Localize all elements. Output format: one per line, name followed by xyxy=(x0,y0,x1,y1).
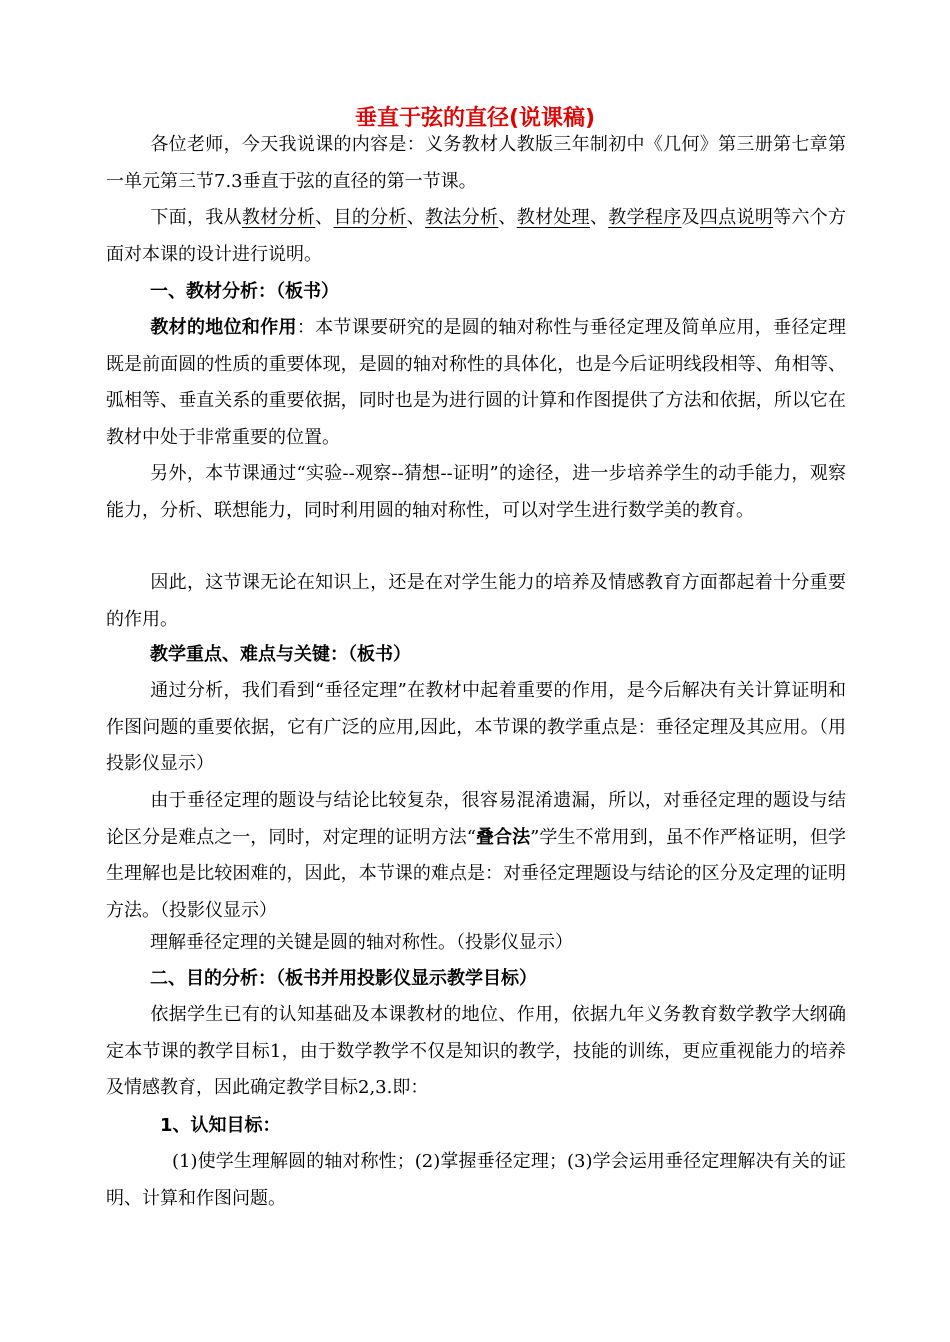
key-points-heading: 教学重点、难点与关键：（板书） xyxy=(150,644,411,665)
key-para2-text-a: 由于垂径定理的题设与结论比较复杂，很容易混淆遗漏，所以，对垂径定理的题设与结论区分是难点之一，同时，对定理的证明方法“ xyxy=(106,790,846,848)
link-teaching-procedure[interactable]: 教学程序 xyxy=(608,207,682,228)
document-title: 垂直于弦的直径(说课稿) xyxy=(354,106,596,131)
link-goal-analysis[interactable]: 目的分析 xyxy=(333,207,407,228)
key-para2 xyxy=(106,783,846,929)
overview-paragraph xyxy=(106,200,846,273)
cognitive-goal-text: (1)使学生理解圆的轴对称性；(2)掌握垂径定理；(3)学会运用垂径定理解决有关的证明、计算和作图问题。 xyxy=(106,1151,846,1209)
key-para3-text: 理解垂径定理的关键是圆的轴对称性。（投影仪显示） xyxy=(150,932,573,953)
section2-heading: 二、目的分析：（板书并用投影仪显示教学目标） xyxy=(150,968,537,989)
key-para1-text: 通过分析，我们看到“垂径定理”在教材中起着重要的作用，是今后解决有关计算证明和作图问题的重要依据，它有广泛的应用,因此，本节课的教学重点是：垂径定理及其应用。（用投影仪显示） xyxy=(106,680,846,774)
key-para1 xyxy=(106,673,846,783)
key-para3 xyxy=(106,925,846,962)
overview-suffix: 等六个方面对本课的设计进行说明。 xyxy=(106,207,847,265)
intro-paragraph xyxy=(106,127,846,200)
intro-text: 各位老师，今天我说课的内容是：义务教材人教版三年制初中《几何》第三册第七章第一单元第三节7.3垂直于弦的直径的第一节课。 xyxy=(106,134,846,192)
role-lead: 教材的地位和作用 xyxy=(150,317,297,338)
key-para2-text-b: ”学生不常用到，虽不作严格证明，但学生理解也是比较困难的，因此，本节课的难点是：对垂径定理题设与结论的区分及定理的证明方法。（投影仪显示） xyxy=(106,826,847,921)
separator: 、 xyxy=(315,207,334,228)
link-four-points[interactable]: 四点说明 xyxy=(699,207,774,228)
overview-prefix: 下面，我从 xyxy=(150,207,242,228)
link-material-handling[interactable]: 教材处理 xyxy=(516,207,590,228)
separator: 、 xyxy=(406,207,426,228)
section2-para1-text: 依据学生已有的认知基础及本课教材的地位、作用，依据九年义务教育数学教学大纲确定本节课的教学目标1，由于数学教学不仅是知识的教学，技能的训练，更应重视能力的培养及情感教育，因此确定教学目标2,3.即： xyxy=(106,1004,846,1098)
para3-text: 因此，这节课无论在知识上，还是在对学生能力的培养及情感教育方面都起着十分重要的作用。 xyxy=(106,572,846,630)
separator: 及 xyxy=(681,207,700,228)
separator: 、 xyxy=(498,207,517,228)
section2-para1 xyxy=(106,997,846,1107)
para2-text: 另外，本节课通过“实验--观察--猜想--证明”的途径，进一步培养学生的动手能力，观察能力，分析、联想能力，同时利用圆的轴对称性，可以对学生进行数学美的教育。 xyxy=(106,463,846,521)
separator: 、 xyxy=(589,207,609,228)
section1-para2 xyxy=(106,456,846,529)
cognitive-goal-paragraph xyxy=(106,1144,846,1217)
section1-heading: 一、教材分析：（板书） xyxy=(150,281,339,302)
role-paragraph xyxy=(106,310,846,456)
overlay-method-term: 叠合法 xyxy=(475,826,531,848)
section1-para3 xyxy=(106,565,846,638)
role-text: ：本节课要研究的是圆的轴对称性与垂径定理及简单应用，垂径定理既是前面圆的性质的重要体现，是圆的轴对称性的具体化，也是今后证明线段相等、角相等、弧相等、垂直关系的重要依据，同时也是为进行圆的计算和作图提供了方法和依据，所以它在教材中处于非常重要的位置。 xyxy=(106,317,846,448)
link-method-analysis[interactable]: 教法分析 xyxy=(425,207,499,228)
link-material-analysis[interactable]: 教材分析 xyxy=(241,207,316,228)
cognitive-goal-heading: 1、认知目标： xyxy=(160,1115,281,1136)
